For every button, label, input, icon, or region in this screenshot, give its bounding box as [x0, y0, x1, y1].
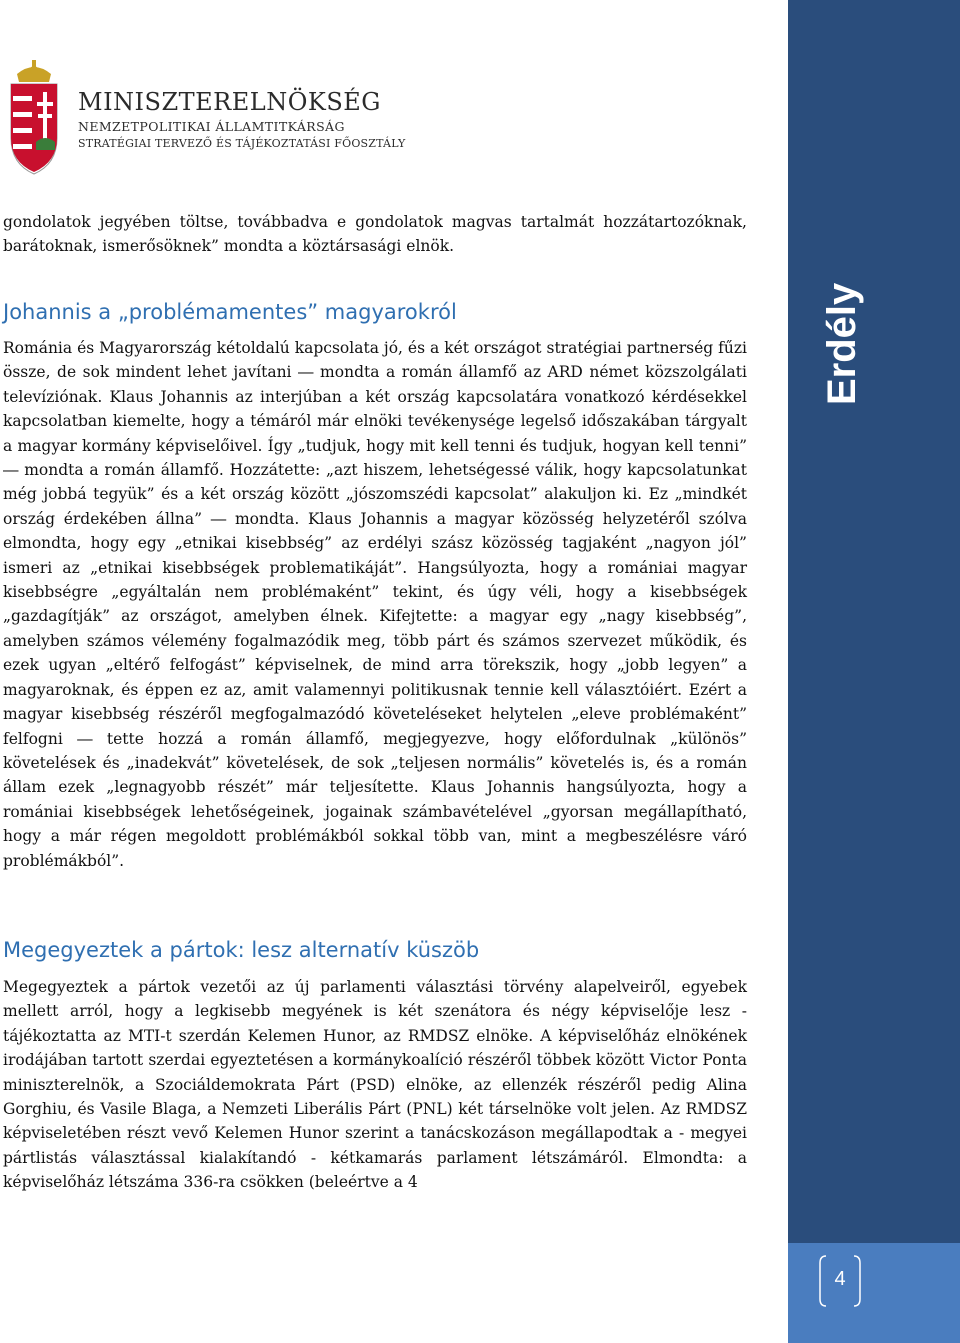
sidebar-band [788, 0, 960, 1343]
section-title-johannis: Johannis a „problémamentes” magyarokról [3, 300, 457, 324]
page-number: 4 [834, 1268, 846, 1290]
org-department: STRATÉGIAI TERVEZŐ ÉS TÁJÉKOZTATÁSI FŐOSZTÁLY [78, 137, 406, 150]
section-body-johannis: Románia és Magyarország kétoldalú kapcsolata jó, és a két országot stratégiai partnerség fűzi össze, de sok mindent lehet javítani ― mondta a román államfő az ARD német közszolgálati televíziónak. Klaus Johannis az interjúban a két ország kapcsolatára vonatkozó kérdésekkel kapcsolatban kiemelte, hogy a témáról már elnöki tevékenysége legelső időszakában tárgyalt a magyar kormány képviselőivel. Így „tudjuk, hogy mit kell tenni és tudjuk, hogyan kell tenni” ― mondta a román államfő. Hozzátette: „azt hiszem, lehetségessé válik, hogy kapcsolatunkat még jobbá tegyük” és a két ország között „jószomszédi kapcsolat” alakuljon ki. Ez „mindkét ország érdekében állna” ― mondta. Klaus Johannis a magyar közösség helyzetéről szólva elmondta, hogy egy „etnikai kisebbség” az erdélyi szász közösség tagjaként „nagyon jól” ismeri az „etnikai kisebbségek problematikáját”. Hangsúlyozta, hogy a romániai magyar kisebbségre „egyáltalán nem problémaként” tekint, és úgy véli, hogy a kisebbségek „gazdagítják” az országot, amelyben élnek. Kifejtette: a magyar egy „nagy kisebbség”, amelyben számos vélemény fogalmazódik meg, több párt és számos szervezet működik, és ezek ugyan „eltérő felfogást” képviselnek, de mind arra törekszik, hogy „jobb legyen” a magyaroknak, és éppen ez az, amit valamennyi politikusnak tennie kell választóiért. Ezért a magyar kisebbség részéről megfogalmazódó követeléseket helytelen „eleve problémaként” felfogni ― tette hozzá a román államfő, megjegyezve, hogy előfordulnak „különös” követelések és „inadekvát” követelések, de sok „teljesen normális” követelés is, és a román állam ezek „legnagyobb részét” már teljesítette. Klaus Johannis hangsúlyozta, hogy a romániai kisebbségek lehetőségeinek, jogainak számbavételével „gyorsan megállapítható, hogy a már régen megoldott problémákból sokkal több van, mint a megbeszélésre váró problémákból”. [3, 339, 747, 870]
region-label: Erdély [820, 282, 864, 405]
intro-paragraph: gondolatok jegyében töltse, továbbadva e gondolatok magvas tartalmát hozzátartozóknak, barátoknak, ismerősöknek” mondta a köztársasági elnök. [3, 213, 747, 256]
org-name: MINISZTERELNÖKSÉG [78, 88, 381, 116]
section-title-parties: Megegyeztek a pártok: lesz alternatív küszöb [3, 938, 480, 962]
coat-of-arms-logo [5, 60, 63, 180]
sidebar-page-footer [788, 1243, 960, 1343]
section-body-parties: Megegyeztek a pártok vezetői az új parlamenti választási törvény alapelveiről, egyebek mellett arról, hogy a legkisebb megyének is két szenátora és négy képviselője lesz - tájékoztatta az MTI-t szerdán Kelemen Hunor, az RMDSZ elnöke. A képviselőház elnökének irodájában tartott szerdai egyeztetésen a kormánykoalíció részéről többek között Victor Ponta miniszterelnök, a Szociáldemokrata Párt (PSD) elnöke, az ellenzék részéről pedig Alina Gorghiu, és Vasile Blaga, a Nemzeti Liberális Párt (PNL) két társelnöke volt jelen. Az RMDSZ képviseletében részt vevő Kelemen Hunor szerint a tanácskozáson megállapodtak a - megyei pártlistás választással kialakítandó - kétkamarás parlament létszámáról. Elmondta: a képviselőház létszáma 336-ra csökken (beleértve a 4 [3, 978, 747, 1192]
org-subunit: NEMZETPOLITIKAI ÁLLAMTITKÁRSÁG [78, 119, 345, 134]
organization-header [78, 88, 405, 152]
